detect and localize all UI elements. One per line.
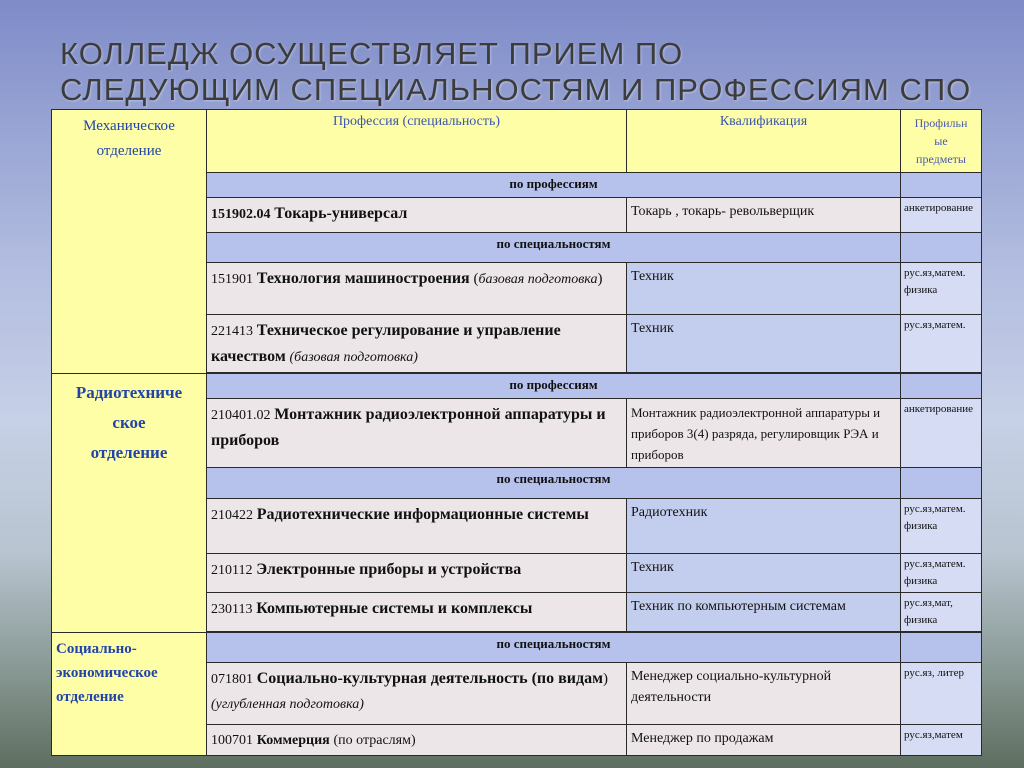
profession-cell: 210112 Электронные приборы и устройства bbox=[207, 554, 627, 593]
subjects-cell: анкетирование bbox=[901, 198, 982, 233]
profession-cell: 071801 Социально-культурная деятельность (по видам) (углубленная подготовка) bbox=[207, 663, 627, 725]
section-blank bbox=[901, 633, 982, 663]
subjects-cell: анкетирование bbox=[901, 399, 982, 468]
specialties-table bbox=[51, 109, 982, 756]
qualification-cell: Техник по компьютерным системам bbox=[627, 593, 901, 632]
subjects-cell: рус.яз,матем. физика bbox=[901, 554, 982, 593]
qualification-cell: Менеджер по продажам bbox=[627, 725, 901, 756]
department-radio: Радиотехниче ское отделение bbox=[52, 374, 207, 633]
slide-title bbox=[60, 36, 971, 108]
section-blank bbox=[901, 173, 982, 198]
slide-title-line-2: СЛЕДУЮЩИМ СПЕЦИАЛЬНОСТЯМ И ПРОФЕССИЯМ СПО bbox=[60, 72, 972, 107]
profession-cell: 151902.04 Токарь-универсал bbox=[207, 198, 627, 233]
section-blank bbox=[901, 233, 982, 263]
section-row bbox=[52, 633, 982, 663]
profession-cell: 100701 Коммерция (по отраслям) bbox=[207, 725, 627, 756]
qualification-cell: Техник bbox=[627, 554, 901, 593]
qualification-cell: Техник bbox=[627, 263, 901, 315]
section-label-professions: по профессиям bbox=[207, 374, 901, 399]
header-subjects: Профильн ые предметы bbox=[901, 110, 982, 173]
section-blank bbox=[901, 374, 982, 399]
section-label-specialties: по специальностям bbox=[207, 633, 901, 663]
profession-cell: 230113 Компьютерные системы и комплексы bbox=[207, 593, 627, 632]
section-label-specialties: по специальностям bbox=[207, 468, 901, 499]
subjects-cell: рус.яз,матем. bbox=[901, 315, 982, 373]
slide-title-line-1: КОЛЛЕДЖ ОСУЩЕСТВЛЯЕТ ПРИЕМ ПО bbox=[60, 36, 684, 71]
subjects-cell: рус.яз,мат, физика bbox=[901, 593, 982, 632]
qualification-cell: Монтажник радиоэлектронной аппаратуры и приборов 3(4) разряда, регулировщик РЭА и приборов bbox=[627, 399, 901, 468]
header-profession: Профессия (специальность) bbox=[207, 110, 627, 173]
subjects-cell: рус.яз,матем bbox=[901, 725, 982, 756]
profession-cell: 210422 Радиотехнические информационные системы bbox=[207, 499, 627, 554]
subjects-cell: рус.яз, литер bbox=[901, 663, 982, 725]
section-row bbox=[52, 374, 982, 399]
section-label-professions: по профессиям bbox=[207, 173, 901, 198]
table-header-row bbox=[52, 110, 982, 173]
subjects-cell: рус.яз,матем. физика bbox=[901, 263, 982, 315]
section-blank bbox=[901, 468, 982, 499]
subjects-cell: рус.яз,матем. физика bbox=[901, 499, 982, 554]
qualification-cell: Менеджер социально-культурной деятельности bbox=[627, 663, 901, 725]
department-mechanical: Механическое отделение bbox=[52, 110, 207, 374]
department-social: Социально- экономическое отделение bbox=[52, 633, 207, 756]
header-qualification: Квалификация bbox=[627, 110, 901, 173]
section-label-specialties: по специальностям bbox=[207, 233, 901, 263]
qualification-cell: Радиотехник bbox=[627, 499, 901, 554]
profession-cell: 210401.02 Монтажник радиоэлектронной аппаратуры и приборов bbox=[207, 399, 627, 468]
qualification-cell: Техник bbox=[627, 315, 901, 373]
qualification-cell: Токарь , токарь- револьверщик bbox=[627, 198, 901, 233]
profession-cell: 151901 Технология машиностроения (базовая подготовка) bbox=[207, 263, 627, 315]
profession-cell: 221413 Техническое регулирование и управление качеством (базовая подготовка) bbox=[207, 315, 627, 373]
